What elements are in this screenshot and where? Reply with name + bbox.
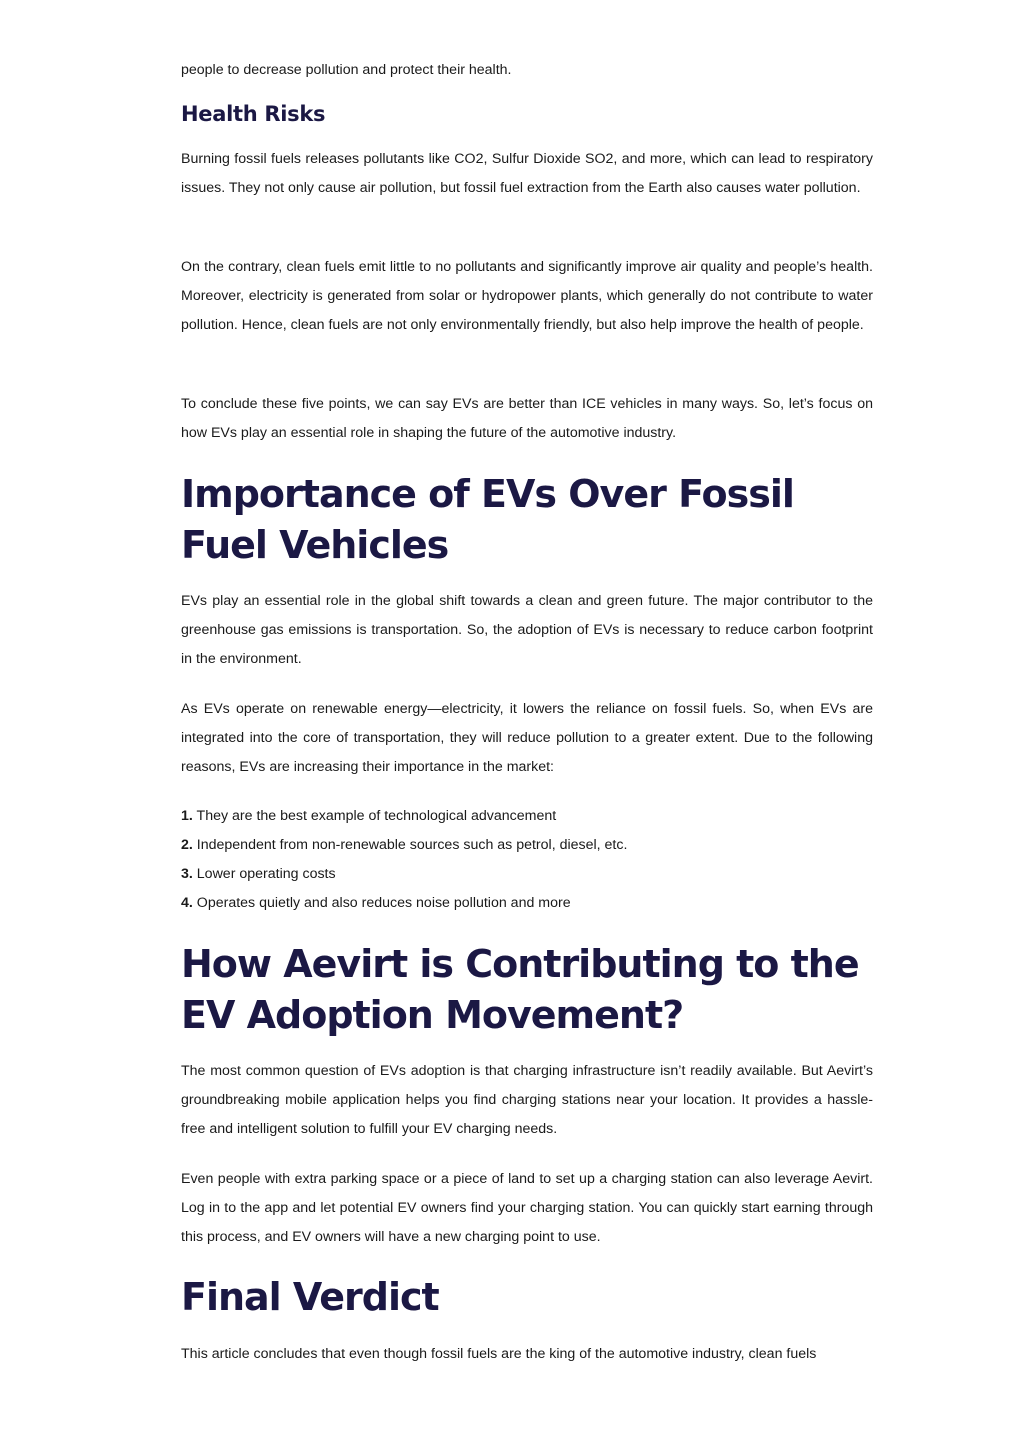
importance-paragraph-2: As EVs operate on renewable energy—electricity, it lowers the reliance on fossil fuels. So, when EVs are integrated into the core of transportation, they will reduce pollution to a greater extent. Due to the following reasons, EVs are increasing their importance in the market: bbox=[181, 701, 873, 775]
final-verdict-heading: Final Verdict bbox=[181, 1275, 439, 1319]
aevirt-paragraph-2: Even people with extra parking space or a piece of land to set up a charging station can also leverage Aevirt. Log in to the app and let potential EV owners find your charging station. You can quickly start earning through this process, and EV owners will have a new charging point to use. bbox=[181, 1171, 873, 1245]
importance-paragraph-1: EVs play an essential role in the global shift towards a clean and green future. The major contributor to the greenhouse gas emissions is transportation. So, the adoption of EVs is necessary to reduce carbon footprint in the environment. bbox=[181, 593, 873, 667]
intro-tail-paragraph: people to decrease pollution and protect their health. bbox=[181, 62, 512, 78]
list-item: 2. Independent from non-renewable sources such as petrol, diesel, etc. bbox=[181, 837, 628, 853]
final-verdict-paragraph: This article concludes that even though fossil fuels are the king of the automotive industry, clean fuels bbox=[181, 1346, 817, 1362]
health-risks-conclusion-paragraph: To conclude these five points, we can say EVs are better than ICE vehicles in many ways. So, let’s focus on how EVs play an essential role in shaping the future of the automotive industry. bbox=[181, 396, 873, 441]
aevirt-heading: How Aevirt is Contributing to the EV Adoption Movement? bbox=[181, 942, 859, 1037]
list-item: 3. Lower operating costs bbox=[181, 866, 336, 882]
reasons-list bbox=[181, 802, 873, 918]
list-item: 4. Operates quietly and also reduces noise pollution and more bbox=[181, 895, 571, 911]
importance-heading: Importance of EVs Over Fossil Fuel Vehicles bbox=[181, 472, 794, 567]
health-risks-paragraph-2: On the contrary, clean fuels emit little to no pollutants and significantly improve air quality and people’s health. Moreover, electricity is generated from solar or hydropower plants, which generally do not contribute to water pollution. Hence, clean fuels are not only environmentally friendly, but also help improve the health of people. bbox=[181, 259, 873, 333]
list-item: 1. They are the best example of technological advancement bbox=[181, 808, 557, 824]
health-risks-heading: Health Risks bbox=[181, 102, 326, 126]
aevirt-paragraph-1: The most common question of EVs adoption is that charging infrastructure isn’t readily available. But Aevirt’s groundbreaking mobile application helps you find charging stations near your location. It provides a hassle-free and intelligent solution to fulfill your EV charging needs. bbox=[181, 1063, 873, 1137]
health-risks-paragraph-1: Burning fossil fuels releases pollutants like CO2, Sulfur Dioxide SO2, and more, which can lead to respiratory issues. They not only cause air pollution, but fossil fuel extraction from the Earth also causes water pollution. bbox=[181, 151, 873, 196]
